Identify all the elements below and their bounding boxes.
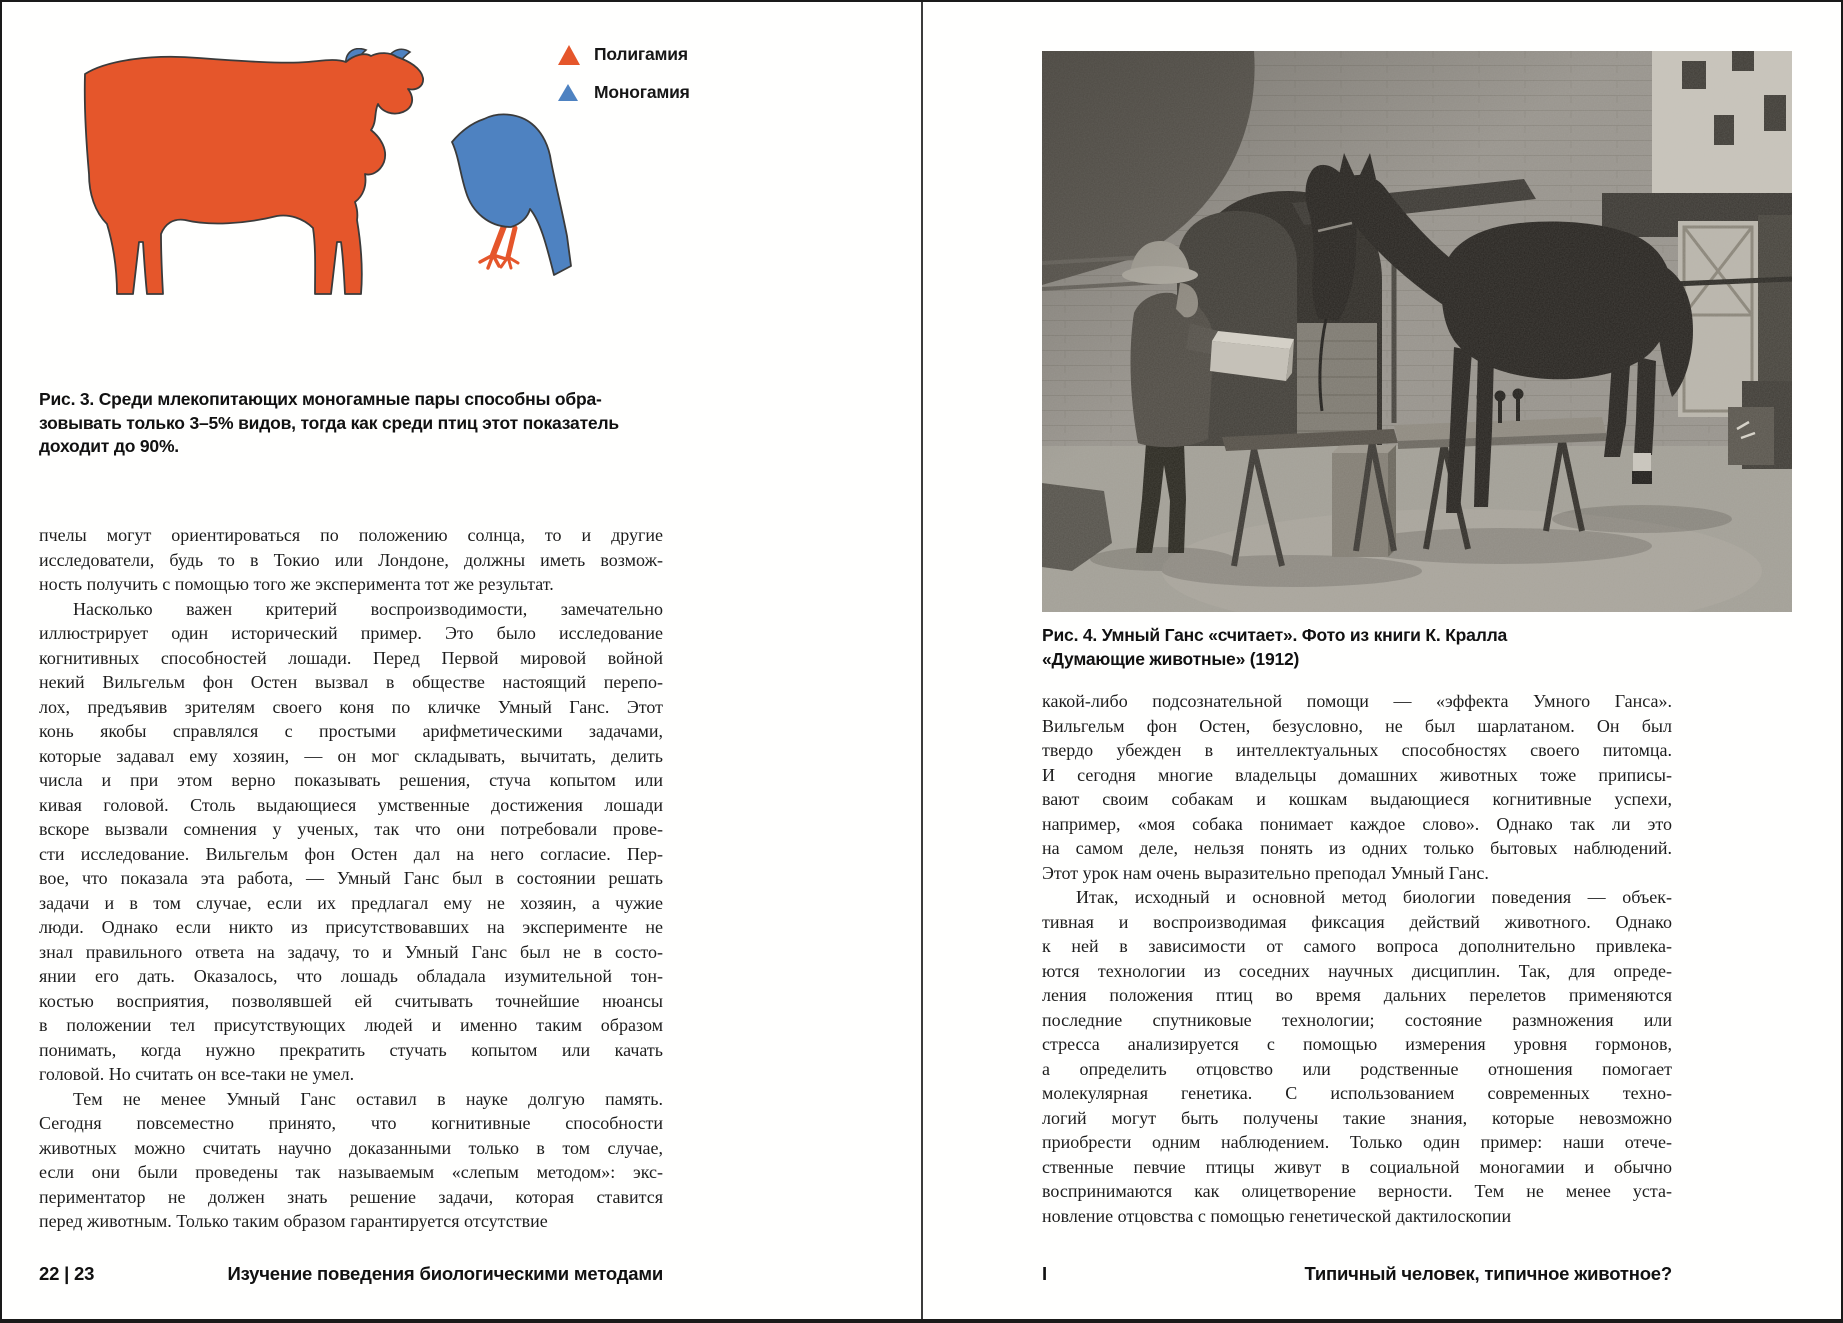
body-text-line: Тем не менее Умный Ганс оставил в науке долгую память. xyxy=(73,1088,663,1109)
left-footer xyxy=(39,1263,663,1285)
body-text-line: в положении тел присутствующих людей и именно таким образом xyxy=(39,1015,663,1035)
body-text-line: вскоре вызвали сомнения у ученых, так что они потребовали прове- xyxy=(39,819,663,839)
legend-label: Полигамия xyxy=(594,44,688,64)
body-text-line: знал правильного ответа на задачу, то и Умный Ганс был не в состо- xyxy=(39,941,663,962)
body-text-line: Сегодня повсеместно принято, что когнитивные способности xyxy=(39,1113,663,1133)
body-text-line: лох, предъявив зрителям своего коня по кличке Умный Ганс. Этот xyxy=(39,696,663,717)
body-text-line: которые задавал ему хозяин, — он мог складывать, вычитать, делить xyxy=(39,745,663,766)
paragraph xyxy=(39,1087,663,1234)
body-text-line: И сегодня многие владельцы домашних животных тоже приписы- xyxy=(1042,764,1672,785)
caption-line: зовывать только 3–5% видов, тогда как среди птиц этот показатель xyxy=(39,412,619,433)
body-text-line: задачи и в том случае, если их предлагал ему не хозяин, а чужие xyxy=(39,892,663,913)
body-text-line: понимать, когда нужно прекратить стучать копытом или качать xyxy=(39,1039,663,1060)
right-body-text xyxy=(1042,689,1672,1228)
body-text-line: костью восприятия, позволявшей ей считывать точнейшие нюансы xyxy=(39,990,663,1011)
triangle-icon xyxy=(558,45,580,65)
body-text-line: молекулярная генетика. С использованием современных техно- xyxy=(1042,1083,1672,1103)
figure-4-caption xyxy=(1042,624,1642,671)
paragraph xyxy=(1042,689,1672,885)
body-text-line: периментатор не должен знать решение задачи, которая ставится xyxy=(39,1186,663,1207)
caption-line: «Думающие животные» (1912) xyxy=(1042,648,1300,669)
body-text-line: приобрести одним наблюдением. Только один пример: наши отече- xyxy=(1042,1132,1672,1152)
body-text-line: ются технологии из соседних научных дисциплин. Так, для опреде- xyxy=(1042,960,1672,981)
legend-label: Моногамия xyxy=(594,82,690,102)
body-text-line: твердо убежден в интеллектуальных способностях своего питомца. xyxy=(1042,740,1672,760)
paragraph xyxy=(39,597,663,1087)
body-text-line: иллюстрирует один исторический пример. Это было исследование xyxy=(39,623,663,643)
body-text-line: Этот урок нам очень выразительно преподал Умный Ганс. xyxy=(1042,862,1489,883)
body-text-line: кивая головой. Столь выдающиеся умственные достижения лошади xyxy=(39,794,663,815)
caption-line: Рис. 3. Среди млекопитающих моногамные пары способны обра- xyxy=(39,389,602,409)
right-footer xyxy=(1042,1263,1672,1285)
body-text-line: последние спутниковые технологии; состояние размножения или xyxy=(1042,1009,1672,1030)
body-text-line: на самом деле, нельзя понять из одних только бытовых наблюдений. xyxy=(1042,838,1672,858)
body-text-line: люди. Однако если никто из присутствовавших на эксперименте не xyxy=(39,917,663,937)
body-text-line: какой-либо подсознательной помощи — «эффекта Умного Ганса». xyxy=(1042,691,1672,711)
body-text-line: стресса анализируется с помощью измерения уровня гормонов, xyxy=(1042,1034,1672,1054)
body-text-line: Итак, исходный и основной метод биологии поведения — объек- xyxy=(1076,887,1672,907)
body-text-line: ность получить с помощью того же эксперимента тот же результат. xyxy=(39,574,554,594)
bird-legs xyxy=(480,226,518,268)
body-text-line: тивная и воспроизводимая фиксация действий животного. Однако xyxy=(1042,911,1672,932)
body-text-line: к ней в зависимости от самого вопроса дополнительно привлека- xyxy=(1042,936,1672,956)
running-title: Типичный человек, типичное животное? xyxy=(1304,1263,1672,1284)
body-text-line: исследователи, будь то в Токио или Лондоне, должны иметь возмож- xyxy=(39,549,663,570)
page-divider xyxy=(921,2,923,1319)
body-text-line: сти исследование. Вильгельм фон Остен дал на него согласие. Пер- xyxy=(39,843,663,864)
body-text-line: ственные певчие птицы живут в социальной моногамии и обычно xyxy=(1042,1156,1672,1177)
body-text-line: Насколько важен критерий воспроизводимости, замечательно xyxy=(73,598,663,619)
left-body-text xyxy=(39,523,663,1234)
paragraph xyxy=(1042,885,1672,1228)
triangle-icon xyxy=(558,84,578,101)
body-text-line: животных можно считать научно доказанными только в том случае, xyxy=(39,1137,663,1158)
caption-line: доходит до 90%. xyxy=(39,436,179,456)
cow-silhouette xyxy=(49,48,429,298)
figure-4-photo xyxy=(1042,51,1792,612)
body-text-line: головой. Но считать он все-таки не умел. xyxy=(39,1064,355,1084)
paragraph xyxy=(39,523,663,597)
body-text-line: когнитивных способностей лошади. Перед Первой мировой войной xyxy=(39,647,663,668)
body-text-line: например, «моя собака понимает каждое слово». Однако так ли это xyxy=(1042,813,1672,834)
body-text-line: некий Вильгельм фон Остен вызвал в обществе настоящий перепо- xyxy=(39,672,663,692)
figure-3-caption xyxy=(39,388,619,459)
legend-item xyxy=(558,82,690,103)
body-text-line: а определить отцовство или родственные отношения помогает xyxy=(1042,1058,1672,1079)
caption-line: Рис. 4. Умный Ганс «считает». Фото из книги К. Кралла xyxy=(1042,625,1508,645)
running-title: Изучение поведения биологическими методами xyxy=(227,1263,663,1284)
bird-silhouette xyxy=(442,108,574,294)
body-text-line: пчелы могут ориентироваться по положению солнца, то и другие xyxy=(39,525,663,545)
body-text-line: ления положения птиц во время дальних перелетов применяются xyxy=(1042,985,1672,1005)
body-text-line: воспринимаются как олицетворение верности. Тем не менее уста- xyxy=(1042,1181,1672,1201)
body-text-line: конь якобы справлялся с простыми арифметическими задачами, xyxy=(39,721,663,741)
body-text-line: логий могут быть получены такие знания, которые невозможно xyxy=(1042,1107,1672,1128)
chapter-folio: I xyxy=(1042,1263,1047,1284)
body-text-line: вают своим собакам и кошкам выдающиеся когнитивные успехи, xyxy=(1042,789,1672,809)
body-text-line: новление отцовства с помощью генетической дактилоскопии xyxy=(1042,1205,1512,1226)
body-text-line: если они были проведены так называемым «слепым методом»: экс- xyxy=(39,1162,663,1182)
legend-item xyxy=(558,44,690,65)
body-text-line: янии его дать. Оказалось, что лошадь обладала изумительной тон- xyxy=(39,966,663,986)
cow-body xyxy=(85,53,423,294)
body-text-line: Вильгельм фон Остен, безусловно, не был шарлатаном. Он был xyxy=(1042,715,1672,736)
page-folio: 22 | 23 xyxy=(39,1263,95,1284)
figure-legend xyxy=(558,44,690,120)
body-text-line: перед животным. Только таким образом гарантируется отсутствие xyxy=(39,1211,548,1231)
body-text-line: числа и при этом верно показывать решения, стуча копытом или xyxy=(39,770,663,790)
body-text-line: вое, что показала эта работа, — Умный Ганс был в состоянии решать xyxy=(39,868,663,888)
